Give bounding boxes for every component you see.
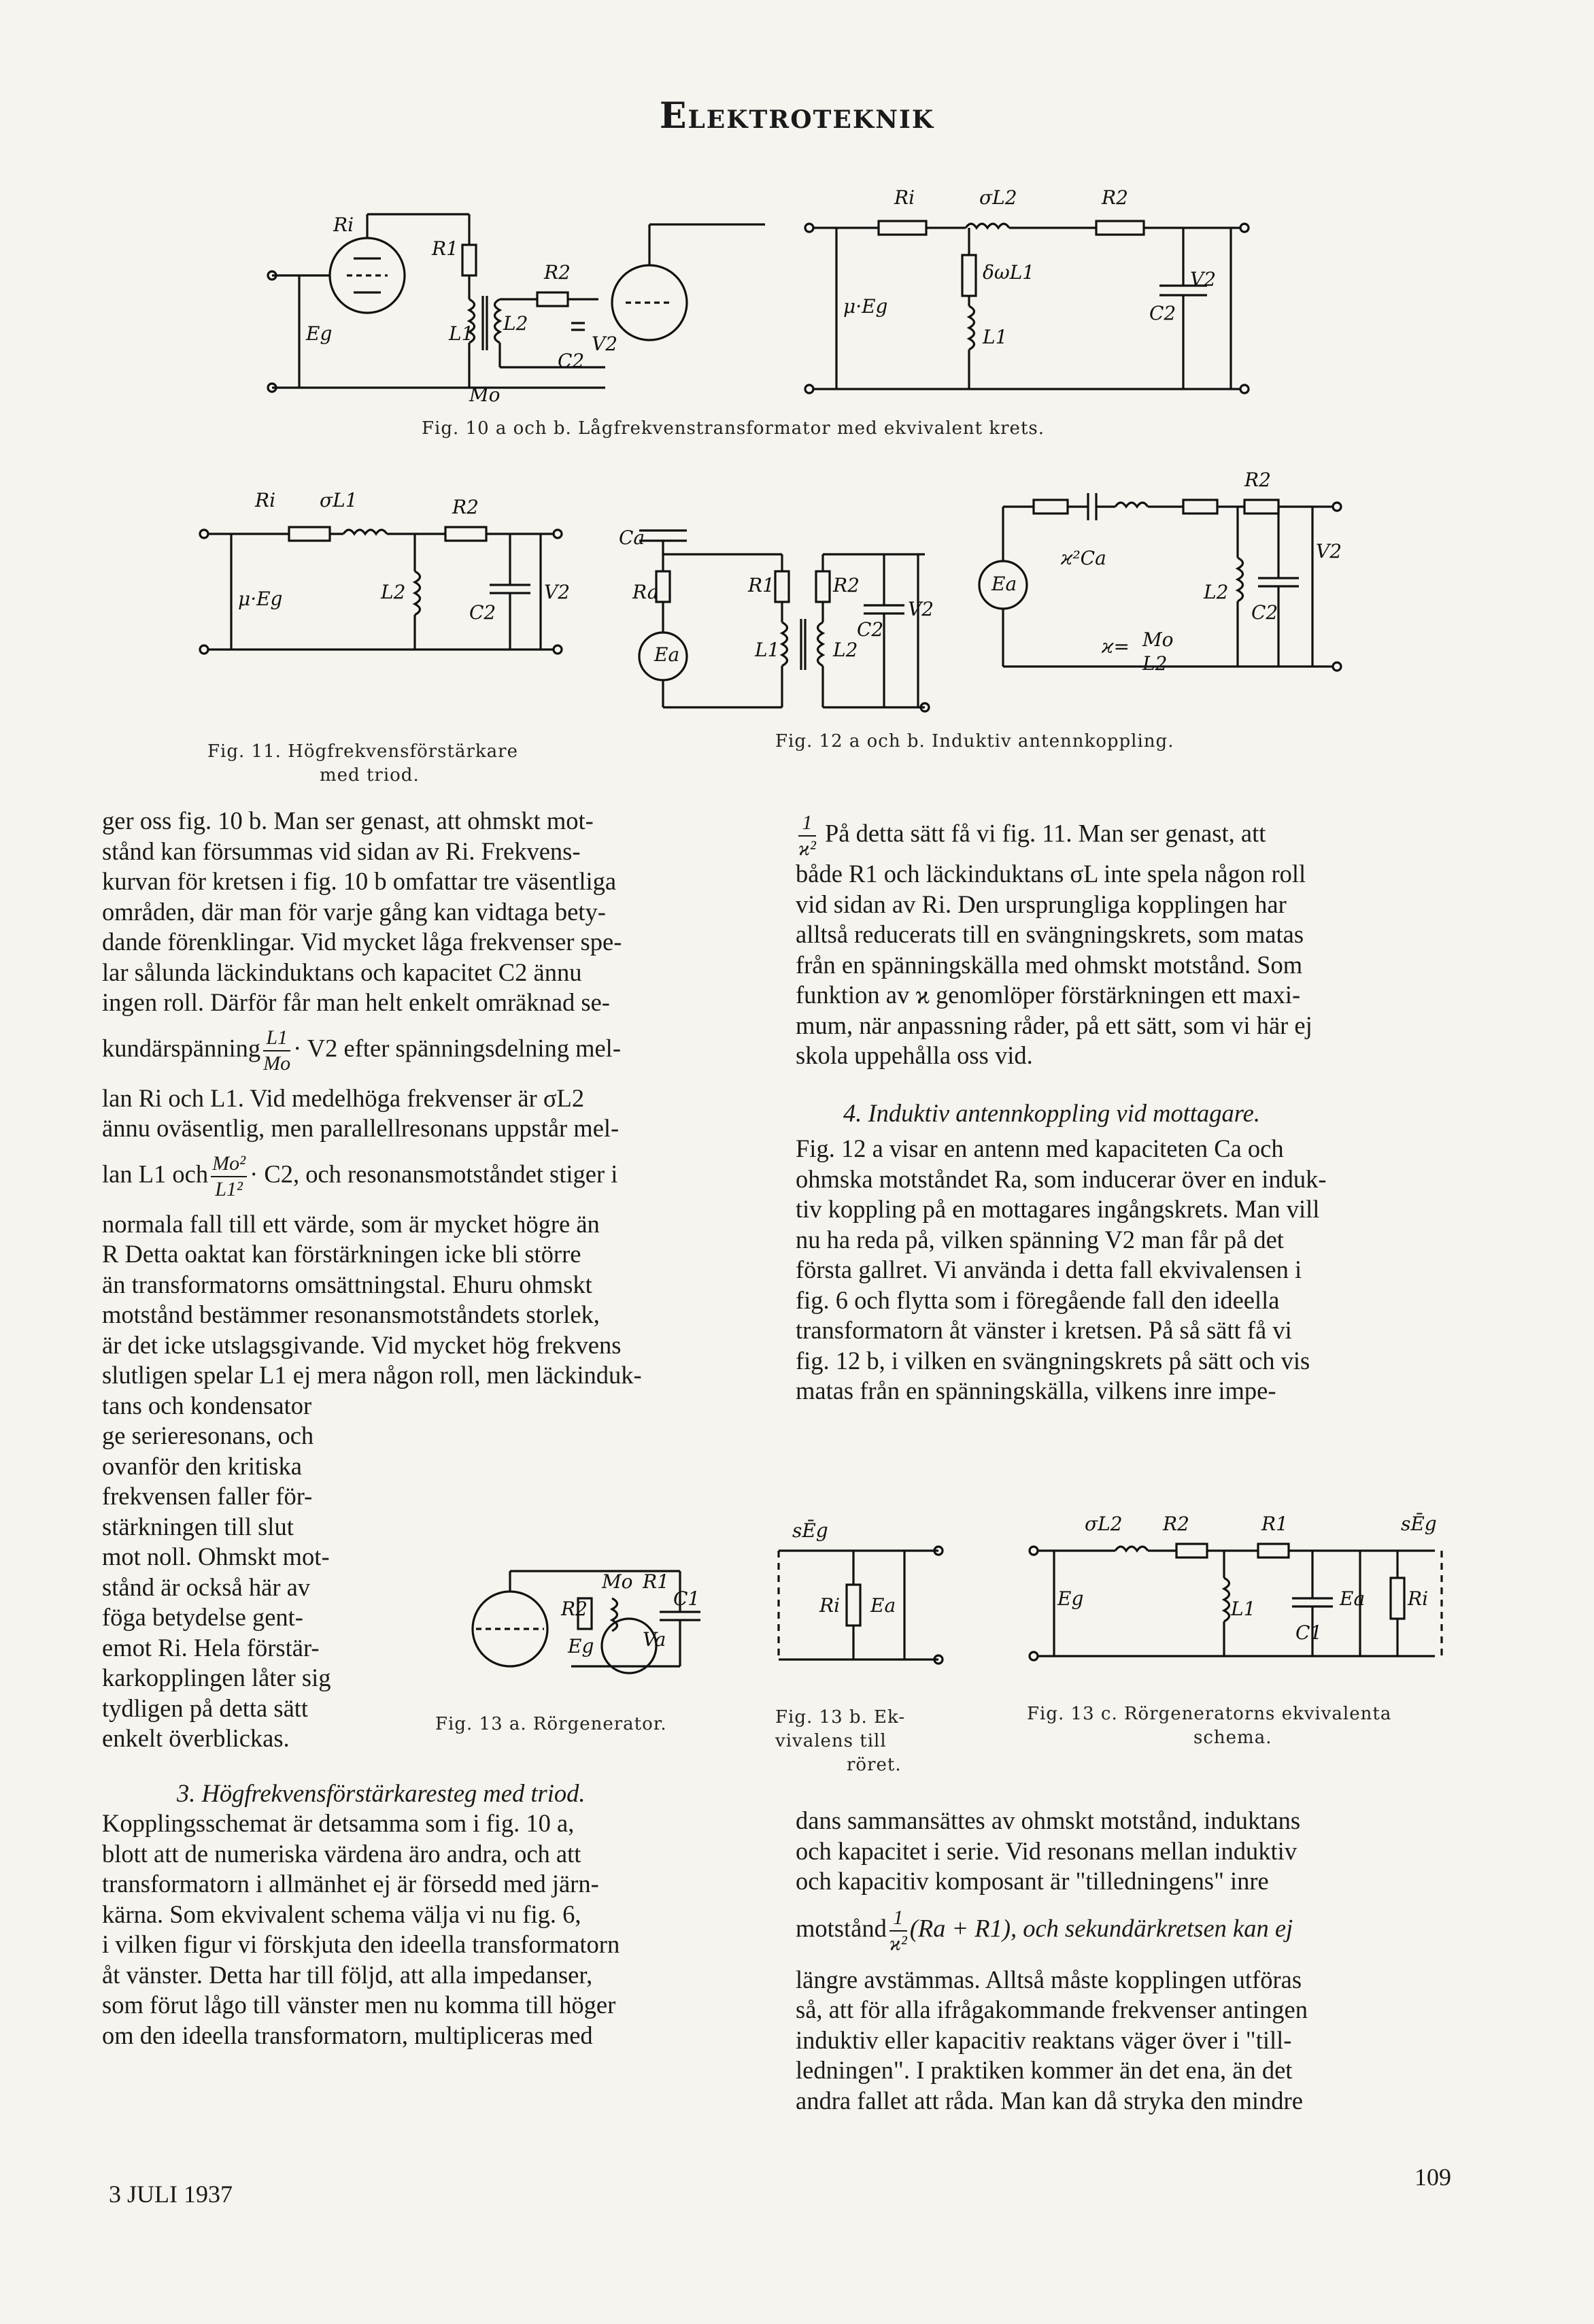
text-line: emot Ri. Hela förstär-: [102, 1633, 320, 1662]
label-l1b: L1: [983, 326, 1008, 348]
text-line: första gallret. Vi använda i detta fall ekvivalensen i: [796, 1256, 1302, 1283]
label-ri: Ri: [333, 214, 354, 236]
text-line: transformatorn i allmänhet ej är försedd med järn-: [102, 1870, 599, 1898]
text-line: slutligen spelar L1 ej mera någon roll, men läckinduk-: [102, 1361, 642, 1389]
label-l2-11: L2: [381, 581, 406, 603]
figure-10b: [802, 150, 1265, 401]
text-line: enkelt överblickas.: [102, 1724, 290, 1752]
text-line: kurvan för kretsen i fig. 10 b omfattar tre väsentliga: [102, 867, 617, 895]
text-line: ännu oväsentlig, men parallellresonans uppstår mel-: [102, 1114, 620, 1142]
left-column: [102, 806, 765, 2051]
text-line: tans och kondensator: [102, 1391, 312, 1419]
text-line: dande förenklingar. Vid mycket låga frekvenser spe-: [102, 928, 622, 956]
text-line: än transformatorns omsättningstal. Ehuru ohmskt: [102, 1270, 592, 1298]
label-delta-omega-l1: δωL1: [983, 261, 1035, 284]
text-line: fig. 6 och flytta som i föregående fall den ideella: [796, 1285, 1280, 1314]
text-line: alltså reducerats till en svängningskrets, som matas: [796, 920, 1304, 948]
fig11-caption-1: Fig. 11. Högfrekvensförstärkare: [207, 741, 518, 762]
text-line: transformatorn åt vänster i kretsen. På så sätt få vi: [796, 1316, 1292, 1344]
label-r2-12a: R2: [833, 574, 860, 596]
text-line: som förut lågo till vänster men nu komma till höger: [102, 1991, 616, 2019]
label-eg-13c: Eg: [1057, 1587, 1084, 1610]
label-ea-13b: Ea: [870, 1594, 896, 1617]
label-ea-13c: Ea: [1340, 1587, 1366, 1610]
label-ca-12a: Ca: [619, 526, 645, 549]
label-eg-13a: Eg: [568, 1635, 594, 1657]
text-line: lan Ri och L1. Vid medelhöga frekvenser är σL2: [102, 1083, 585, 1112]
label-c2b: C2: [1149, 302, 1176, 324]
figure-10a: [265, 204, 782, 408]
text-line: Kopplingsschemat är detsamma som i fig. 10 a,: [102, 1809, 575, 1837]
label-mo-13a: Mo: [602, 1570, 633, 1593]
label-c1-13a: C1: [673, 1587, 700, 1610]
label-r2-12b: R2: [1244, 469, 1271, 491]
label-ri-13c: Ri: [1408, 1587, 1429, 1610]
figure-12a: [612, 503, 966, 728]
label-l2b-12b: L2: [1204, 581, 1229, 603]
text-line: stånd kan försummas vid sidan av Ri. Frekvens-: [102, 837, 581, 865]
equation-line-4: motstånd $\frac{1}{\text{ϰ²}}$ (Ra + R1), och sekundärkretsen kan ej: [796, 1906, 1293, 1955]
label-ri-r1a: Ri: [894, 186, 915, 209]
footer-date: 3 JULI 1937: [109, 2180, 233, 2208]
text-line: skola uppehålla oss vid.: [796, 1041, 1033, 1069]
label-r1-13c: R1: [1261, 1513, 1288, 1535]
label-l1-12a: L1: [755, 639, 780, 661]
text-line: vid sidan av Ri. Den ursprungliga kopplingen har: [796, 890, 1287, 918]
text-line: matas från en spänningskälla, vilkens inre impe-: [796, 1377, 1276, 1404]
label-c2: C2: [558, 350, 585, 372]
label-v2: V2: [592, 333, 618, 355]
text-line: motstånd bestämmer resonansmotståndets storlek,: [102, 1300, 600, 1328]
text-line: funktion av ϰ genomlöper förstärkningen ett maxi-: [796, 981, 1301, 1009]
text-line: ohmska motståndet Ra, som inducerar över en induk-: [796, 1164, 1327, 1193]
label-c2-11: C2: [469, 601, 496, 624]
equation-line-1: kundärspänning $\frac{L1}{Mo}$ · V2 efter spänningsdelning mel-: [102, 1026, 621, 1075]
page-title: Elektroteknik: [659, 95, 935, 137]
label-c1-13c: C1: [1295, 1621, 1323, 1644]
text-line: områden, där man för varje gång kan vidtaga bety-: [102, 897, 606, 926]
label-r2-13a: R2: [561, 1598, 588, 1620]
fig10-caption: Fig. 10 a och b. Lågfrekvenstransformator med ekvivalent krets.: [422, 418, 1045, 439]
text-line: längre avstämmas. Alltså måste kopplingen utföras: [796, 1965, 1302, 1993]
right-column-lower: [796, 1806, 1452, 2116]
label-r1-13a: R1: [643, 1570, 669, 1593]
text-line: i vilken figur vi förskjuta den ideella transformatorn: [102, 1930, 620, 1958]
text-line: ledningen". I praktiken kommer än det ena, än det: [796, 2056, 1293, 2084]
label-l1: L1: [449, 322, 474, 345]
label-r1: R1: [432, 237, 458, 260]
text-line: lar sålunda läckinduktans och kapacitet C2 ännu: [102, 958, 582, 986]
text-line: är det icke utslagsgivande. Vid mycket hög frekvens: [102, 1330, 622, 1359]
text-line: och kapacitet i serie. Vid resonans mellan induktiv: [796, 1836, 1298, 1865]
equation-line-3: $\frac{1}{\text{ϰ²}}$ På detta sätt få vi fig. 11. Man ser genast, att: [798, 811, 1266, 860]
text-line: induktiv eller kapacitiv reaktans väger över i "till-: [796, 2025, 1292, 2054]
figure-13b: [775, 1510, 952, 1673]
label-ea-12b: Ea: [991, 573, 1017, 595]
text-line: åt vänster. Detta har till följd, att alla impedanser,: [102, 1960, 593, 1989]
label-l1-13c: L1: [1231, 1598, 1256, 1620]
fig13b-caption-1: Fig. 13 b. Ek-: [775, 1707, 906, 1728]
page-number: 109: [1414, 2163, 1451, 2191]
text-line: frekvensen faller för-: [102, 1482, 313, 1510]
label-mu-eg-11: μ·Eg: [238, 588, 283, 610]
text-line: ingen roll. Därför får man helt enkelt omräknad se-: [102, 988, 610, 1016]
label-v2-12b: V2: [1316, 540, 1342, 562]
text-line: föga betydelse gent-: [102, 1603, 303, 1631]
fig13b-caption-2: vivalens till: [775, 1731, 887, 1751]
text-line: R Detta oaktat kan förstärkningen icke bli större: [102, 1240, 581, 1268]
label-v2-12a: V2: [908, 598, 934, 620]
label-ri-13b: Ri: [819, 1594, 841, 1617]
figure-11: [197, 462, 578, 667]
text-line: ger oss fig. 10 b. Man ser genast, att ohmskt mot-: [102, 807, 594, 835]
fig13c-caption-1: Fig. 13 c. Rörgeneratorns ekvivalenta: [1027, 1704, 1392, 1724]
text-line: ovanför den kritiska: [102, 1451, 302, 1480]
label-sigma-l1-11: σL1: [320, 489, 358, 511]
text-line: om den ideella transformatorn, multipliceras med: [102, 2021, 593, 2049]
label-l2-12b: L2: [1142, 652, 1168, 675]
fig13b-caption-3: röret.: [847, 1755, 902, 1775]
label-va-13a: Va: [643, 1628, 666, 1651]
text-line: andra fallet att råda. Man kan då stryka den mindre: [796, 2086, 1303, 2115]
text-line: stärkningen till slut: [102, 1512, 294, 1540]
label-sigma-l2-13c: σL2: [1085, 1513, 1123, 1535]
text-line: fig. 12 b, i vilken en svängningskrets på sätt och vis: [796, 1346, 1310, 1375]
right-column: [796, 813, 1452, 1407]
label-r2a: R2: [1102, 186, 1128, 209]
label-r1-12a: R1: [748, 574, 775, 596]
text-line: tydligen på detta sätt: [102, 1694, 309, 1722]
label-mu-eg: μ·Eg: [843, 295, 888, 318]
figure-12b: [972, 449, 1353, 673]
text-line: tiv koppling på en mottagares ingångskrets. Man vill: [796, 1195, 1320, 1223]
text-line: stånd är också här av: [102, 1572, 311, 1601]
equation-line-2: lan L1 och $\frac{\text{Mo²}}{\text{L1²}}$ · C2, och resonansmotståndet stiger i: [102, 1151, 618, 1200]
label-ea-12a: Ea: [654, 643, 680, 666]
label-l2: L2: [503, 312, 528, 335]
label-v2b: V2: [1190, 268, 1217, 290]
label-kappa2ca: ϰ²Ca: [1061, 547, 1106, 569]
section-4-title: 4. Induktiv antennkoppling vid mottagare.: [843, 1098, 1260, 1127]
fig13a-caption: Fig. 13 a. Rörgenerator.: [435, 1714, 667, 1734]
label-eg: Eg: [306, 322, 333, 345]
text-line: nu ha reda på, vilken spänning V2 man får på det: [796, 1225, 1284, 1253]
figure-13a: [449, 1557, 707, 1714]
text-line: från en spänningskälla med ohmskt motstånd. Som: [796, 950, 1303, 979]
label-r2: R2: [544, 261, 571, 284]
label-seg-13c: sĒg: [1401, 1513, 1437, 1535]
text-line: ge serieresonans, och: [102, 1421, 314, 1449]
text-line: dans sammansättes av ohmskt motstånd, induktans: [796, 1806, 1301, 1834]
label-r2-13c: R2: [1163, 1513, 1189, 1535]
fig11-caption-2: med triod.: [320, 765, 420, 786]
label-c2-12b: C2: [1251, 601, 1278, 624]
text-line: karkopplingen låter sig: [102, 1664, 331, 1691]
text-line: kärna. Som ekvivalent schema välja vi nu fig. 6,: [102, 1900, 581, 1928]
label-seg-13b: sĒg: [792, 1519, 828, 1542]
text-line: mot noll. Ohmskt mot-: [102, 1543, 330, 1570]
label-r2-11: R2: [452, 496, 479, 518]
text-line: normala fall till ett värde, som är mycket högre än: [102, 1209, 600, 1238]
label-mo: Mo: [469, 384, 501, 406]
text-line: Fig. 12 a visar en antenn med kapaciteten Ca och: [796, 1134, 1284, 1162]
text-line: så, att för alla ifrågakommande frekvenser antingen: [796, 1995, 1308, 2023]
label-ra-12a: Ra: [632, 581, 659, 603]
label-l2-12a: L2: [833, 639, 858, 661]
text-line: blott att de numeriska värdena äro andra, och att: [102, 1839, 581, 1868]
text-line: mum, när anpassning råder, på ett sätt, som vi här ej: [796, 1011, 1312, 1039]
text-line: och kapacitiv komposant är "tilledningens" inre: [796, 1867, 1269, 1895]
label-ri-11: Ri: [255, 489, 276, 511]
label-sigma-l2: σL2: [979, 186, 1017, 209]
label-c2-12a: C2: [857, 618, 884, 641]
fig13c-caption-2: schema.: [1193, 1728, 1272, 1748]
figure-13c: [1027, 1503, 1448, 1680]
fig12-caption: Fig. 12 a och b. Induktiv antennkoppling.: [775, 731, 1174, 752]
section-3-title: 3. Högfrekvensförstärkaresteg med triod.: [177, 1779, 586, 1807]
label-kappa-eq: ϰ=: [1102, 635, 1130, 658]
label-v2-11: V2: [544, 581, 571, 603]
text-line: både R1 och läckinduktans σL inte spela någon roll: [796, 860, 1306, 888]
label-mo-12b: Mo: [1142, 628, 1174, 651]
